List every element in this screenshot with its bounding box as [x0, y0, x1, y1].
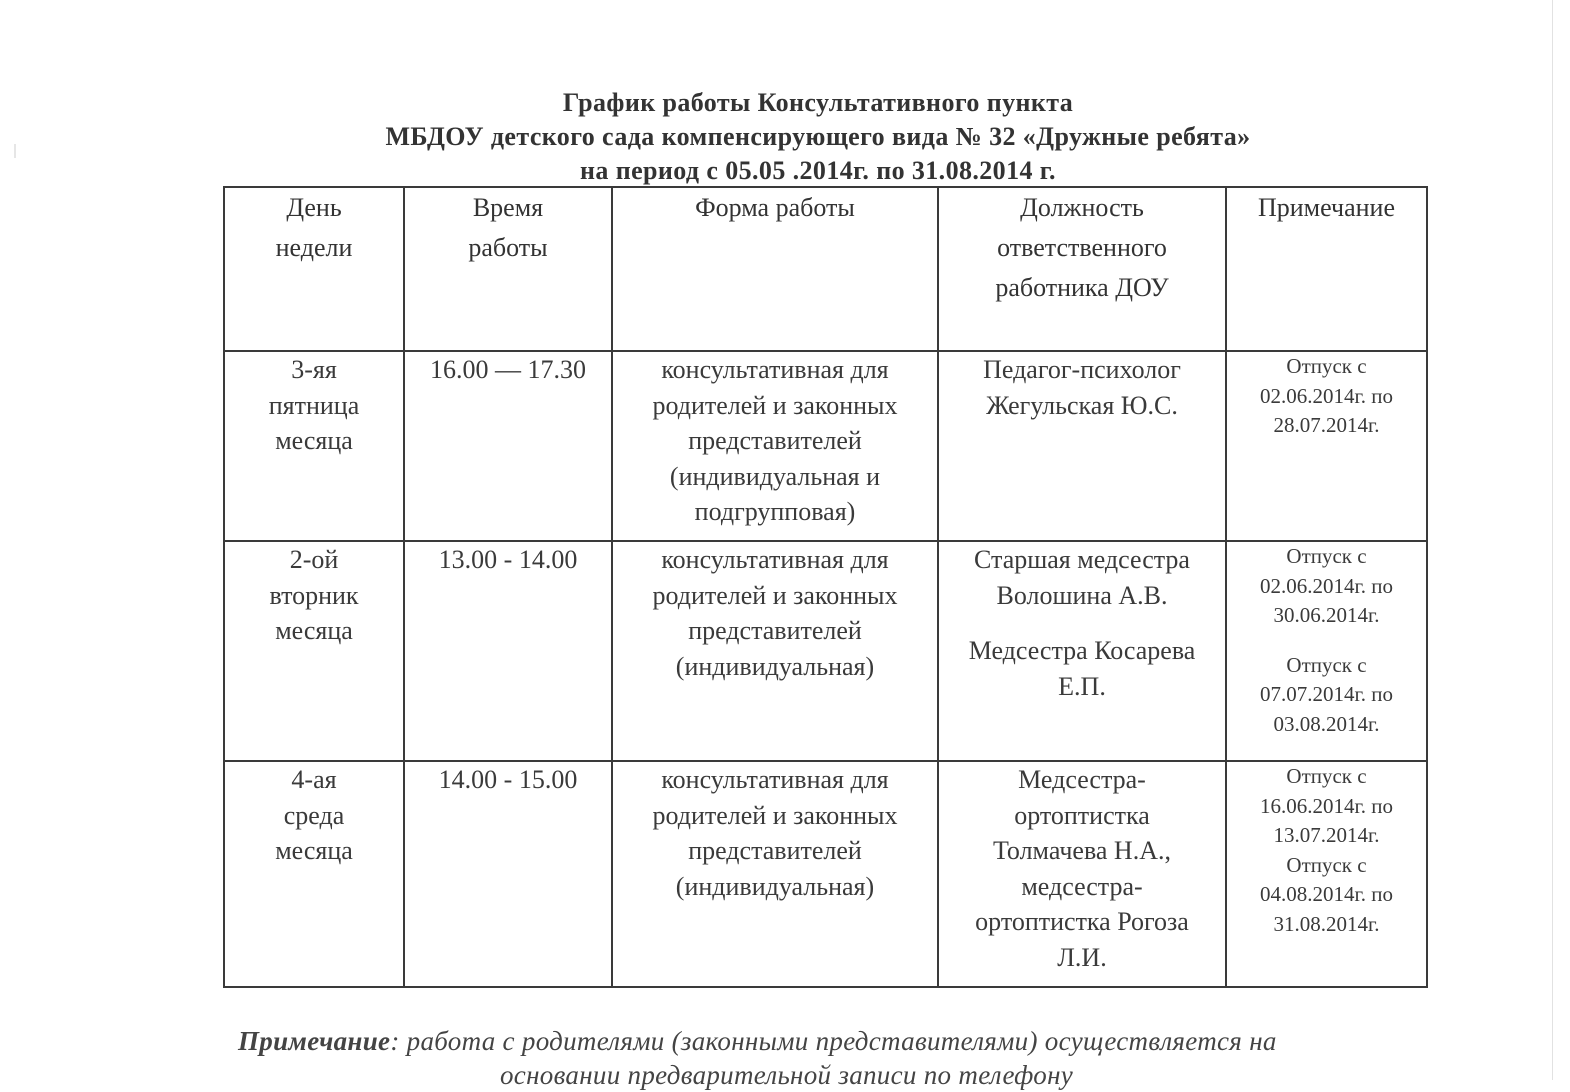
text-line: Старшая медсестра: [974, 545, 1190, 574]
spacer: [1227, 631, 1426, 651]
text-line: 13.00 - 14.00: [438, 545, 578, 574]
table-row: [224, 351, 1427, 541]
text-line: ортоптистка Рогоза: [975, 907, 1189, 936]
header-line: Должность: [1020, 193, 1144, 222]
document-title: [0, 86, 1570, 188]
cell-note: [1226, 541, 1427, 761]
table-row: [224, 541, 1427, 761]
footer-note: [238, 1024, 1538, 1092]
text-line: 31.08.2014г.: [1273, 911, 1380, 936]
text-line: родителей и законных: [652, 800, 898, 830]
text-line: (индивидуальная): [675, 651, 875, 681]
text-line: 02.06.2014г. по: [1260, 383, 1393, 408]
cell-form: [612, 541, 938, 761]
text-line: 16.06.2014г. по: [1260, 793, 1393, 818]
footer-line: [238, 1024, 1538, 1058]
header-staff: [938, 187, 1226, 351]
header-line: День: [286, 193, 342, 222]
cell-staff: [938, 541, 1226, 761]
text-line: Отпуск с: [1286, 852, 1367, 877]
text-line: родителей и законных: [652, 580, 898, 610]
text-line: 28.07.2014г.: [1273, 413, 1380, 437]
cell-time: [404, 761, 612, 987]
header-line: Время: [472, 193, 544, 222]
text-line: Л.И.: [1057, 942, 1107, 972]
text-line: 3-яя: [291, 355, 337, 384]
text-line: Педагог-психолог: [983, 355, 1181, 384]
header-line: работы: [468, 233, 548, 262]
cell-note: [1226, 351, 1427, 541]
text-line: 03.08.2014г.: [1273, 711, 1380, 736]
text-line: вторник: [269, 580, 359, 610]
footer-text: : работа с родителями (законными представителями) осуществляется на: [390, 1026, 1277, 1056]
text-line: пятница: [268, 390, 360, 420]
text-line: представителей: [688, 426, 862, 455]
text-line: 02.06.2014г. по: [1260, 573, 1393, 598]
text-line: представителей: [688, 616, 862, 645]
cell-staff: [938, 351, 1226, 541]
text-line: Жегульская Ю.С.: [986, 390, 1178, 420]
text-line: родителей и законных: [652, 390, 898, 420]
text-line: 16.00 — 17.30: [430, 355, 586, 384]
header-line: недели: [275, 233, 353, 262]
text-line: Отпуск с: [1286, 544, 1367, 568]
text-line: Отпуск с: [1286, 354, 1367, 378]
text-line: 13.07.2014г.: [1273, 823, 1380, 847]
header-line: ответственного: [997, 233, 1167, 262]
text-line: Медсестра-: [1018, 765, 1146, 794]
header-day: [224, 187, 404, 351]
table-row: [224, 761, 1427, 987]
footer-label: Примечание: [238, 1026, 391, 1056]
text-line: ортоптистка: [1014, 800, 1150, 830]
text-line: Отпуск с: [1286, 764, 1367, 788]
title-line: График работы Консультативного пункта: [562, 88, 1074, 117]
header-form: [612, 187, 938, 351]
header-note: [1226, 187, 1427, 351]
text-line: 30.06.2014г.: [1273, 603, 1380, 627]
text-line: Волошина А.В.: [996, 580, 1168, 610]
text-line: медсестра-: [1021, 871, 1143, 901]
cell-note: [1226, 761, 1427, 987]
text-line: 2-ой: [289, 545, 339, 574]
text-line: консультативная для: [661, 765, 889, 794]
cell-day: [224, 761, 404, 987]
footer-line: основании предварительной записи по телефону: [500, 1060, 1074, 1090]
text-line: среда: [283, 800, 345, 830]
text-line: месяца: [275, 836, 353, 865]
header-line: Форма работы: [695, 193, 855, 222]
text-line: представителей: [688, 836, 862, 865]
text-line: (индивидуальная и: [669, 461, 881, 491]
text-line: консультативная для: [661, 545, 889, 574]
text-line: месяца: [275, 426, 353, 455]
header-line: работника ДОУ: [995, 273, 1169, 302]
text-line: Медсестра Косарева: [968, 636, 1196, 665]
cell-time: [404, 351, 612, 541]
text-line: Отпуск с: [1286, 652, 1367, 677]
header-line: Примечание: [1257, 193, 1396, 222]
title-line: на период с 05.05 .2014г. по 31.08.2014 г.: [580, 156, 1056, 185]
text-line: месяца: [275, 616, 353, 645]
text-line: подгрупповая): [694, 497, 856, 526]
text-line: (индивидуальная): [675, 871, 875, 901]
text-line: 04.08.2014г. по: [1260, 882, 1393, 906]
text-line: 14.00 - 15.00: [438, 765, 578, 794]
table-header-row: [224, 187, 1427, 351]
cell-day: [224, 351, 404, 541]
title-line: МБДОУ детского сада компенсирующего вида № 32 «Дружные ребята»: [385, 122, 1251, 151]
cell-staff: [938, 761, 1226, 987]
schedule-table: [223, 186, 1428, 988]
text-line: 07.07.2014г. по: [1260, 682, 1393, 706]
cell-form: [612, 351, 938, 541]
text-line: Толмачева Н.А.,: [993, 836, 1171, 865]
cell-day: [224, 541, 404, 761]
cell-form: [612, 761, 938, 987]
cell-time: [404, 541, 612, 761]
text-line: 4-ая: [291, 765, 337, 794]
text-line: консультативная для: [661, 355, 889, 384]
header-time: [404, 187, 612, 351]
text-line: Е.П.: [1058, 671, 1106, 701]
spacer: [939, 613, 1225, 633]
